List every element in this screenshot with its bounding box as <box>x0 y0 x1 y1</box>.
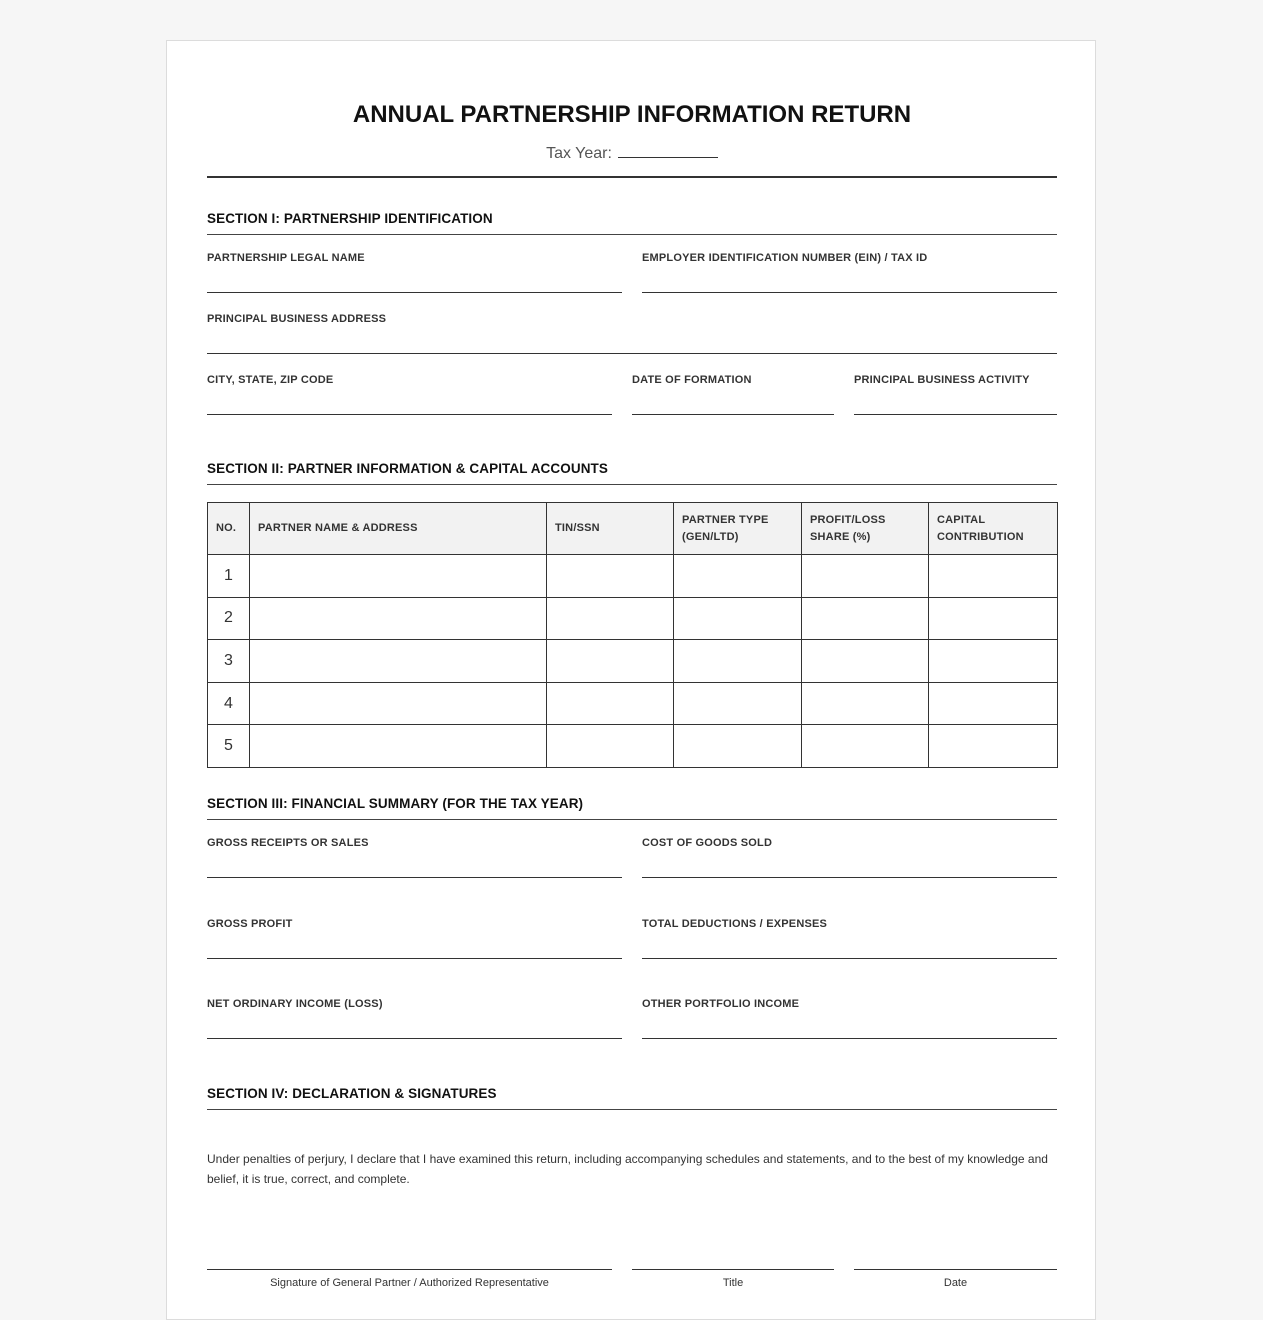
partner-name-cell[interactable] <box>250 725 547 768</box>
tax-year-row <box>207 143 1057 163</box>
gross-receipts-label: GROSS RECEIPTS OR SALES <box>207 837 369 849</box>
legal-name-line <box>207 292 622 293</box>
ein-label: EMPLOYER IDENTIFICATION NUMBER (EIN) / TAX ID <box>642 252 928 264</box>
table-row <box>208 725 1058 768</box>
portfolio-income-line <box>642 1038 1057 1039</box>
deductions-field[interactable] <box>642 918 1057 930</box>
partner-name-cell[interactable] <box>250 555 547 598</box>
partner-type-cell[interactable] <box>674 640 802 683</box>
title-divider <box>207 176 1057 178</box>
business-activity-line <box>854 414 1057 415</box>
date-label: Date <box>943 1277 968 1289</box>
tin-cell[interactable] <box>547 597 674 640</box>
formation-date-label: DATE OF FORMATION <box>632 374 752 386</box>
column-header-tin: TIN/SSN <box>547 503 674 555</box>
deductions-label: TOTAL DEDUCTIONS / EXPENSES <box>642 918 828 930</box>
formation-date-field[interactable] <box>632 374 834 386</box>
partner-name-cell[interactable] <box>250 640 547 683</box>
capital-cell[interactable] <box>929 682 1058 725</box>
title-label: Title <box>722 1277 744 1289</box>
signature-line <box>207 1269 612 1270</box>
section-2-heading: SECTION II: PARTNER INFORMATION & CAPITAL ACCOUNTS <box>207 461 1057 485</box>
portfolio-income-field[interactable] <box>642 998 1057 1010</box>
partners-table <box>207 502 1058 768</box>
row-number: 5 <box>208 725 250 768</box>
table-row <box>208 597 1058 640</box>
row-number: 2 <box>208 597 250 640</box>
capital-cell[interactable] <box>929 597 1058 640</box>
profit-share-cell[interactable] <box>802 640 929 683</box>
cogs-label: COST OF GOODS SOLD <box>642 837 773 849</box>
portfolio-income-label: OTHER PORTFOLIO INCOME <box>642 998 800 1010</box>
partner-type-cell[interactable] <box>674 597 802 640</box>
capital-cell[interactable] <box>929 555 1058 598</box>
column-header-partner-type: PARTNER TYPE (GEN/LTD) <box>674 503 802 555</box>
partner-name-cell[interactable] <box>250 682 547 725</box>
row-number: 3 <box>208 640 250 683</box>
gross-profit-line <box>207 958 622 959</box>
column-header-partner-name: PARTNER NAME & ADDRESS <box>250 503 547 555</box>
business-activity-label: PRINCIPAL BUSINESS ACTIVITY <box>854 374 1030 386</box>
legal-name-label: PARTNERSHIP LEGAL NAME <box>207 252 365 264</box>
cogs-line <box>642 877 1057 878</box>
section-4-heading: SECTION IV: DECLARATION & SIGNATURES <box>207 1086 1057 1110</box>
legal-name-field[interactable] <box>207 252 622 264</box>
partner-name-cell[interactable] <box>250 597 547 640</box>
date-line <box>854 1269 1057 1270</box>
signature-field[interactable] <box>207 1269 612 1289</box>
form-page <box>166 40 1096 1320</box>
tax-year-label: Tax Year: <box>546 145 612 162</box>
city-state-zip-field[interactable] <box>207 374 612 386</box>
ein-line <box>642 292 1057 293</box>
column-header-profit-share: PROFIT/LOSS SHARE (%) <box>802 503 929 555</box>
date-field[interactable] <box>854 1269 1057 1289</box>
net-income-field[interactable] <box>207 998 622 1010</box>
row-number: 1 <box>208 555 250 598</box>
partner-type-cell[interactable] <box>674 682 802 725</box>
table-row <box>208 640 1058 683</box>
formation-date-line <box>632 414 834 415</box>
section-1-heading: SECTION I: PARTNERSHIP IDENTIFICATION <box>207 211 1057 235</box>
tin-cell[interactable] <box>547 555 674 598</box>
partner-type-cell[interactable] <box>674 555 802 598</box>
table-row <box>208 555 1058 598</box>
table-header-row <box>208 503 1058 555</box>
ein-field[interactable] <box>642 252 1057 264</box>
gross-profit-label: GROSS PROFIT <box>207 918 293 930</box>
title-line <box>632 1269 834 1270</box>
declaration-text: Under penalties of perjury, I declare that I have examined this return, including accompanying schedules and statements, and to the best of my knowledge and belief, it is true, correct, and complete. <box>207 1152 1048 1186</box>
gross-profit-field[interactable] <box>207 918 622 930</box>
address-label: PRINCIPAL BUSINESS ADDRESS <box>207 313 387 325</box>
section-3-heading: SECTION III: FINANCIAL SUMMARY (FOR THE TAX YEAR) <box>207 796 1057 820</box>
signature-label: Signature of General Partner / Authorized Representative <box>270 1277 549 1289</box>
city-state-zip-line <box>207 414 612 415</box>
gross-receipts-field[interactable] <box>207 837 622 849</box>
cogs-field[interactable] <box>642 837 1057 849</box>
tax-year-field[interactable] <box>618 143 718 158</box>
tin-cell[interactable] <box>547 640 674 683</box>
address-field[interactable] <box>207 313 1057 325</box>
capital-cell[interactable] <box>929 640 1058 683</box>
deductions-line <box>642 958 1057 959</box>
gross-receipts-line <box>207 877 622 878</box>
tin-cell[interactable] <box>547 725 674 768</box>
profit-share-cell[interactable] <box>802 597 929 640</box>
capital-cell[interactable] <box>929 725 1058 768</box>
table-row <box>208 682 1058 725</box>
address-line <box>207 353 1057 354</box>
form-title: ANNUAL PARTNERSHIP INFORMATION RETURN <box>352 101 912 128</box>
net-income-line <box>207 1038 622 1039</box>
partner-type-cell[interactable] <box>674 725 802 768</box>
column-header-no: NO. <box>208 503 250 555</box>
tin-cell[interactable] <box>547 682 674 725</box>
city-state-zip-label: CITY, STATE, ZIP CODE <box>207 374 334 386</box>
profit-share-cell[interactable] <box>802 682 929 725</box>
net-income-label: NET ORDINARY INCOME (LOSS) <box>207 998 383 1010</box>
title-field[interactable] <box>632 1269 834 1289</box>
column-header-capital: CAPITAL CONTRIBUTION <box>929 503 1058 555</box>
business-activity-field[interactable] <box>854 374 1057 386</box>
profit-share-cell[interactable] <box>802 555 929 598</box>
row-number: 4 <box>208 682 250 725</box>
profit-share-cell[interactable] <box>802 725 929 768</box>
